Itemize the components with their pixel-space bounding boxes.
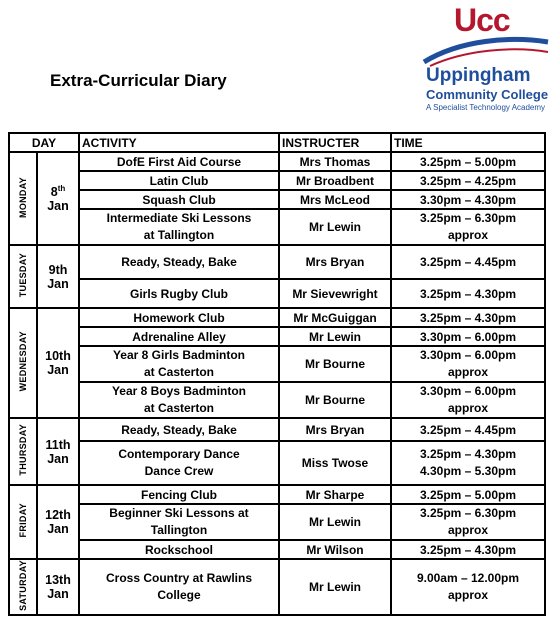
time-cell: 3.25pm – 4.45pm [391,245,545,279]
instructor-cell: Mrs Thomas [279,152,391,171]
activity-cell: Ready, Steady, Bake [79,245,279,279]
instructor-cell: Mr Sharpe [279,485,391,504]
instructor-cell: Miss Twose [279,441,391,485]
day-name: FRIDAY [9,485,37,559]
table-row [9,418,545,441]
page-title: Extra-Curricular Diary [50,71,227,90]
table-row [9,279,545,308]
activity-cell: Homework Club [79,308,279,327]
table-row [9,382,545,418]
logo-subtitle: Community College [426,87,549,102]
time-cell: 3.25pm – 4.45pm [391,418,545,441]
time-cell: 3.30pm – 4.30pm [391,190,545,209]
instructor-cell: Mrs Bryan [279,245,391,279]
table-row [9,559,545,615]
time-cell: 3.30pm – 6.00pm approx [391,346,545,382]
instructor-cell: Mr Lewin [279,209,391,245]
header-row [9,133,545,152]
day-date: 13th Jan [37,559,79,615]
table-row [9,308,545,327]
activity-cell: Beginner Ski Lessons at Tallington [79,504,279,540]
activity-cell: Year 8 Girls Badminton at Casterton [79,346,279,382]
time-cell: 3.25pm – 4.25pm [391,171,545,190]
activity-cell: Ready, Steady, Bake [79,418,279,441]
instructor-cell: Mr Bourne [279,382,391,418]
instructor-cell: Mr Lewin [279,504,391,540]
time-cell: 3.25pm – 4.30pm [391,279,545,308]
instructor-cell: Mr Lewin [279,559,391,615]
activity-cell: Fencing Club [79,485,279,504]
college-logo [420,2,551,124]
header-day: DAY [9,133,79,152]
table-row [9,245,545,279]
instructor-cell: Mr Sievewright [279,279,391,308]
instructor-cell: Mr Broadbent [279,171,391,190]
header-instructor: INSTRUCTER [279,133,391,152]
logo-mark: Ucc [454,2,510,38]
header-time: TIME [391,133,545,152]
day-date: 9th Jan [37,245,79,308]
activity-cell: Latin Club [79,171,279,190]
day-name: SATURDAY [9,559,37,615]
activity-cell: Intermediate Ski Lessons at Tallington [79,209,279,245]
header-activity: ACTIVITY [79,133,279,152]
time-cell: 3.25pm – 5.00pm [391,152,545,171]
table-row [9,171,545,190]
table-row [9,485,545,504]
instructor-cell: Mr Lewin [279,327,391,346]
diary-table [8,132,546,616]
table-row [9,209,545,245]
table-row [9,441,545,485]
day-date: 8th Jan [37,152,79,245]
table-row [9,504,545,540]
logo-name: Uppingham [426,65,531,86]
table-row [9,346,545,382]
instructor-cell: Mr Bourne [279,346,391,382]
instructor-cell: Mr Wilson [279,540,391,559]
time-cell: 3.25pm – 6.30pm approx [391,209,545,245]
instructor-cell: Mrs Bryan [279,418,391,441]
table-row [9,540,545,559]
time-cell: 3.30pm – 6.00pm [391,327,545,346]
day-name: TUESDAY [9,245,37,308]
time-cell: 3.25pm – 4.30pm [391,540,545,559]
activity-cell: Contemporary Dance Dance Crew [79,441,279,485]
logo-tagline: A Specialist Technology Academy [426,103,546,112]
activity-cell: Girls Rugby Club [79,279,279,308]
table-row [9,152,545,171]
day-name: THURSDAY [9,418,37,485]
instructor-cell: Mr McGuiggan [279,308,391,327]
day-date: 12th Jan [37,485,79,559]
time-cell: 3.25pm – 5.00pm [391,485,545,504]
activity-cell: Cross Country at Rawlins College [79,559,279,615]
activity-cell: Squash Club [79,190,279,209]
instructor-cell: Mrs McLeod [279,190,391,209]
day-date: 11th Jan [37,418,79,485]
activity-cell: Adrenaline Alley [79,327,279,346]
time-cell: 3.25pm – 4.30pm [391,308,545,327]
time-cell: 3.25pm – 6.30pm approx [391,504,545,540]
activity-cell: Rockschool [79,540,279,559]
time-cell: 3.25pm – 4.30pm 4.30pm – 5.30pm [391,441,545,485]
activity-cell: Year 8 Boys Badminton at Casterton [79,382,279,418]
table-row [9,190,545,209]
table-row [9,327,545,346]
time-cell: 9.00am – 12.00pm approx [391,559,545,615]
day-date: 10th Jan [37,308,79,418]
day-name: WEDNESDAY [9,308,37,418]
day-name: MONDAY [9,152,37,245]
activity-cell: DofE First Aid Course [79,152,279,171]
time-cell: 3.30pm – 6.00pm approx [391,382,545,418]
